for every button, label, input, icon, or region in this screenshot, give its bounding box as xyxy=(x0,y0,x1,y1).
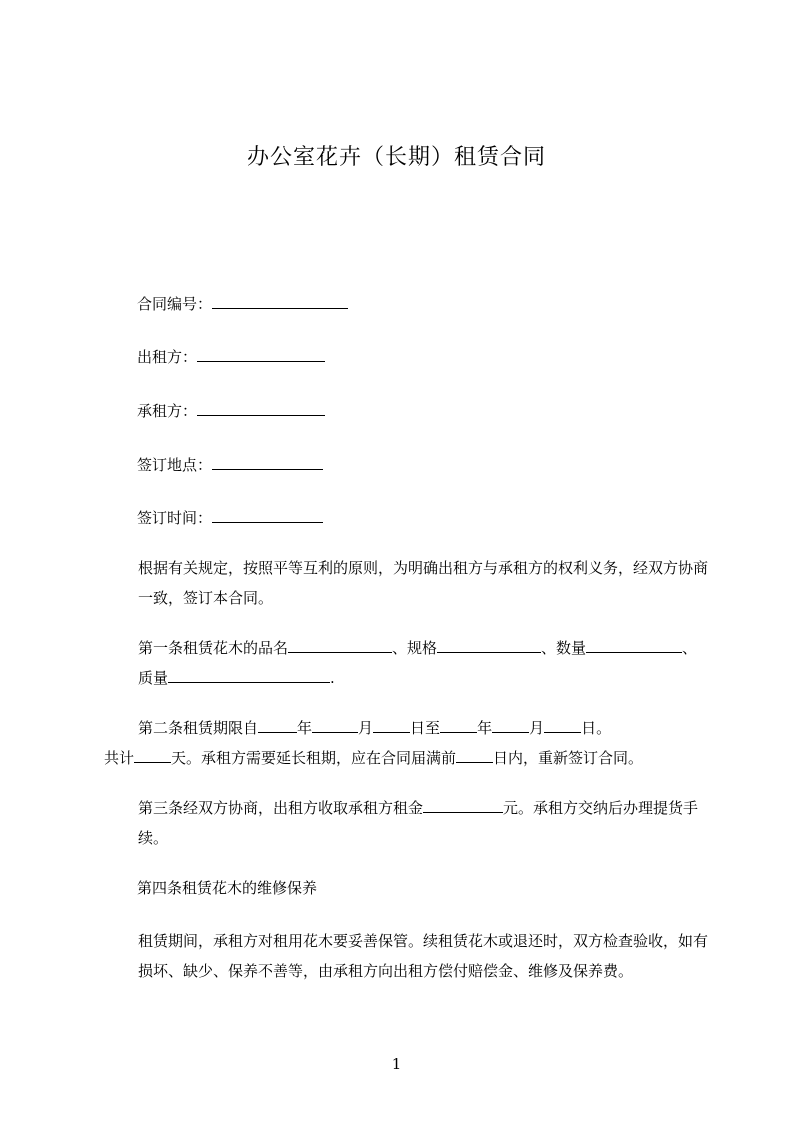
article-4-heading: 第四条租赁花木的维修保养 xyxy=(137,879,318,897)
lessee-field xyxy=(137,399,325,421)
page-number: 1 xyxy=(391,1055,402,1073)
article-1-text-end: . xyxy=(330,669,335,687)
contract-number-blank[interactable] xyxy=(212,292,348,309)
lessee-blank[interactable] xyxy=(197,399,325,416)
article-1-text-sep: 、 xyxy=(682,639,698,657)
article-3-paragraph xyxy=(104,793,710,853)
sign-time-blank[interactable] xyxy=(212,506,323,523)
sign-time-label: 签订时间： xyxy=(137,509,213,527)
article-2-text-renew: 日内，重新签订合同。 xyxy=(493,749,644,767)
article-2-notice-days-blank[interactable] xyxy=(456,746,493,763)
sign-place-label: 签订地点： xyxy=(137,456,213,474)
article-2-text-month: 月 xyxy=(358,719,374,737)
article-3-text-delivery: 元。承租方交纳后办理提货手续。 xyxy=(138,799,699,847)
article-4-body: 租赁期间，承租方对租用花木要妥善保管。续租赁花木或退还时，双方检查验收，如有损坏、缺少、保养不善等，由承租方向出租方偿付赔偿金、维修及保养费。 xyxy=(138,932,709,980)
article-2-start-year-blank[interactable] xyxy=(258,716,297,733)
article-2-days-blank[interactable] xyxy=(134,746,171,763)
article-2-text-year2: 年 xyxy=(477,719,493,737)
lessor-label: 出租方： xyxy=(137,348,198,366)
article-2-text-to: 日至 xyxy=(410,719,441,737)
article-1-text-quality: 质量 xyxy=(138,669,169,687)
article-1-text-qty: 、数量 xyxy=(541,639,587,657)
article-2-text-start: 第二条租赁期限自 xyxy=(138,719,259,737)
article-2-end-day-blank[interactable] xyxy=(544,716,581,733)
article-2-end-month-blank[interactable] xyxy=(492,716,529,733)
sign-place-blank[interactable] xyxy=(212,453,323,470)
article-1-spec-blank[interactable] xyxy=(437,636,541,653)
article-2-start-month-blank[interactable] xyxy=(312,716,358,733)
article-2-paragraph xyxy=(104,713,710,773)
article-2-text-month2: 月 xyxy=(529,719,545,737)
article-1-qty-blank[interactable] xyxy=(586,636,682,653)
article-1-quality-blank[interactable] xyxy=(168,666,330,683)
article-1-text-name: 第一条租赁花木的品名 xyxy=(138,639,289,657)
contract-number-field xyxy=(137,292,348,314)
article-2-start-day-blank[interactable] xyxy=(373,716,410,733)
intro-text: 根据有关规定，按照平等互利的原则，为明确出租方与承租方的权利义务，经双方协商一致，签订本合同。 xyxy=(138,559,709,607)
article-4-paragraph xyxy=(104,926,710,986)
lessee-label: 承租方： xyxy=(137,402,198,420)
article-2-end-year-blank[interactable] xyxy=(440,716,477,733)
intro-paragraph xyxy=(104,553,710,613)
article-3-text-rent: 第三条经双方协商，出租方收取承租方租金 xyxy=(138,799,424,817)
article-2-text-day-end: 日。 xyxy=(581,719,612,737)
article-1-paragraph xyxy=(104,633,710,693)
article-2-text-extend: 天。承租方需要延长租期，应在合同届满前 xyxy=(171,749,457,767)
lessor-blank[interactable] xyxy=(197,345,325,362)
article-2-text-year: 年 xyxy=(297,719,313,737)
document-title: 办公室花卉（长期）租赁合同 xyxy=(246,145,546,170)
sign-time-field xyxy=(137,506,323,528)
article-1-text-spec: 、规格 xyxy=(392,639,438,657)
sign-place-field xyxy=(137,453,323,475)
article-2-text-total: 共计 xyxy=(104,749,135,767)
article-3-rent-blank[interactable] xyxy=(423,796,503,813)
contract-number-label: 合同编号： xyxy=(137,295,213,313)
lessor-field xyxy=(137,345,325,367)
article-1-name-blank[interactable] xyxy=(288,636,392,653)
